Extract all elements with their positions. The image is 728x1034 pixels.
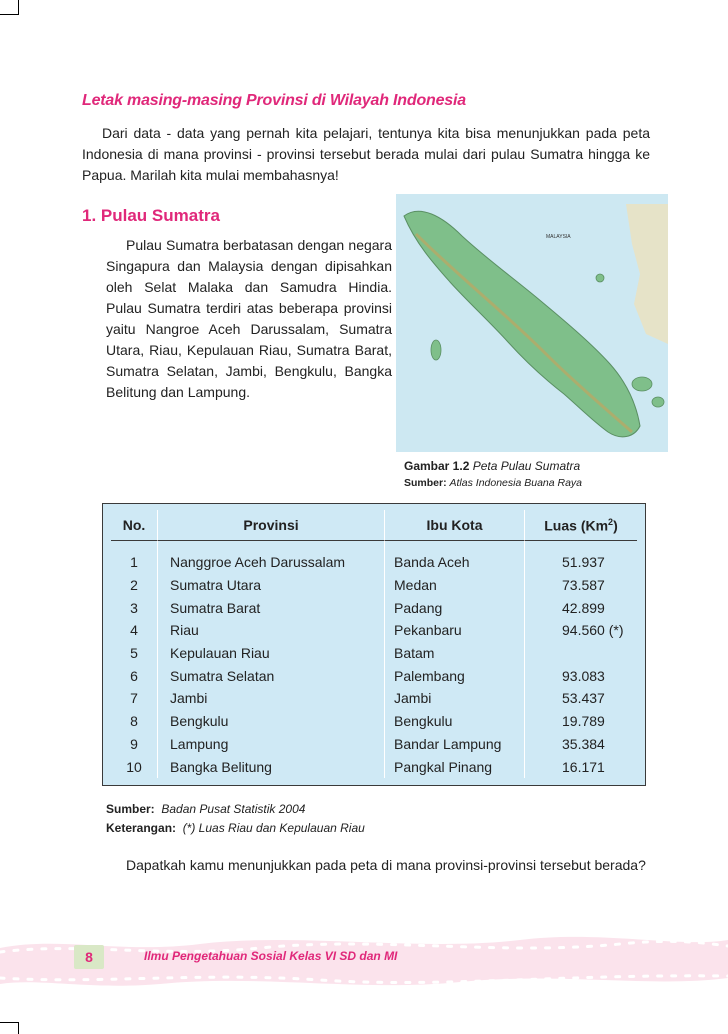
map-riau-island: [596, 274, 604, 282]
footer-book-title: Ilmu Pengetahuan Sosial Kelas VI SD dan MI: [144, 949, 398, 963]
cell-no: 10: [111, 755, 158, 778]
cell-luas: 19.789: [562, 713, 605, 730]
cell-ibukota: Palembang: [385, 664, 525, 687]
map-belitung-island: [652, 397, 664, 407]
province-table: [111, 510, 637, 778]
cell-provinsi: Kepulauan Riau: [158, 642, 385, 665]
cell-no: 6: [111, 664, 158, 687]
table-remark: [106, 819, 365, 838]
cell-provinsi: Bangka Belitung: [158, 755, 385, 778]
table-row: [111, 733, 637, 756]
table-row: [111, 710, 637, 733]
cell-provinsi: Lampung: [158, 733, 385, 756]
cell-ibukota: Jambi: [385, 687, 525, 710]
table-source-text: Badan Pusat Statistik 2004: [161, 802, 306, 816]
header-luas: [525, 510, 637, 541]
header-provinsi: Provinsi: [158, 510, 385, 541]
header-luas-sup: 2: [608, 516, 614, 527]
cell-provinsi: Riau: [158, 619, 385, 642]
table-row: [111, 574, 637, 597]
table-row: [111, 687, 637, 710]
crop-mark-bottom: [0, 1022, 19, 1034]
cell-no: 8: [111, 710, 158, 733]
map-bangka-island: [632, 377, 652, 391]
cell-luas: 73.587: [562, 577, 605, 594]
table-row: [111, 664, 637, 687]
table-remark-text: (*) Luas Riau dan Kepulauan Riau: [182, 821, 365, 835]
cell-ibukota: Banda Aceh: [385, 541, 525, 574]
table-notes: [106, 800, 365, 838]
sumatra-map: [396, 194, 668, 452]
table-row: [111, 541, 637, 574]
section-heading: 1. Pulau Sumatra: [82, 206, 220, 225]
map-mentawai-island: [431, 340, 441, 360]
cell-luas: 51.937: [562, 554, 605, 571]
table-row: [111, 642, 637, 665]
cell-luas: 93.083: [562, 667, 605, 684]
cell-ibukota: Pangkal Pinang: [385, 755, 525, 778]
cell-provinsi: Bengkulu: [158, 710, 385, 733]
cell-provinsi: Nanggroe Aceh Darussalam: [158, 541, 385, 574]
page-number: 8: [74, 945, 104, 969]
caption-source-label: Sumber:: [404, 477, 447, 489]
cell-provinsi: Jambi: [158, 687, 385, 710]
cell-no: 9: [111, 733, 158, 756]
cell-ibukota: Bandar Lampung: [385, 733, 525, 756]
page-heading: Letak masing-masing Provinsi di Wilayah Indonesia: [82, 92, 466, 109]
cell-ibukota: Bengkulu: [385, 710, 525, 733]
cell-no: 2: [111, 574, 158, 597]
cell-provinsi: Sumatra Barat: [158, 596, 385, 619]
caption-text: Peta Pulau Sumatra: [472, 459, 581, 473]
table-row: [111, 755, 637, 778]
cell-no: 7: [111, 687, 158, 710]
cell-no: 3: [111, 596, 158, 619]
cell-ibukota: Padang: [385, 596, 525, 619]
cell-luas: 35.384: [562, 735, 605, 752]
cell-no: 1: [111, 541, 158, 574]
table-header-row: [111, 510, 637, 541]
cell-provinsi: Sumatra Utara: [158, 574, 385, 597]
cell-luas: [525, 642, 637, 665]
figure-caption: [404, 458, 582, 492]
cell-no: 5: [111, 642, 158, 665]
section-paragraph: Pulau Sumatra berbatasan dengan negara Singapura dan Malaysia dengan dipisahkan oleh Selat Malaka dan Samudra Hindia. Pulau Sumatra terdiri atas beberapa provinsi yaitu Nangroe Aceh Darussalam, Sumatra Utara, Riau, Kepulauan Riau, Sumatra Barat, Sumatra Selatan, Jambi, Bengkulu, Bangka Belitung dan Lampung.: [106, 237, 392, 400]
cell-luas: 42.899: [562, 599, 605, 616]
cell-luas: 53.437: [562, 690, 605, 707]
question-paragraph: Dapatkah kamu menunjukkan pada peta di mana provinsi-provinsi tersebut berada?: [126, 857, 646, 873]
intro-paragraph: Dari data - data yang pernah kita pelajari, tentunya kita bisa menunjukkan pada peta Indonesia di mana provinsi - provinsi tersebut berada mulai dari pulau Sumatra hingga ke Papua. Marilah kita mulai membahasnya!: [82, 125, 650, 183]
cell-provinsi: Sumatra Selatan: [158, 664, 385, 687]
cell-ibukota: Medan: [385, 574, 525, 597]
header-no: No.: [111, 510, 158, 541]
map-label-malaysia: MALAYSIA: [546, 234, 571, 240]
crop-mark-top: [0, 0, 19, 15]
header-luas-suffix: ): [613, 517, 618, 534]
table-source-label: Sumber:: [106, 802, 155, 816]
header-luas-prefix: Luas (Km: [544, 517, 609, 534]
province-table-box: [102, 503, 646, 786]
cell-no: 4: [111, 619, 158, 642]
table-remark-label: Keterangan:: [106, 821, 177, 835]
caption-source-text: Atlas Indonesia Buana Raya: [449, 477, 583, 489]
cell-ibukota: Pekanbaru: [385, 619, 525, 642]
cell-luas: 94.560 (*): [562, 622, 624, 639]
cell-ibukota: Batam: [385, 642, 525, 665]
table-row: [111, 596, 637, 619]
cell-luas: 16.171: [562, 758, 605, 775]
caption-label: Gambar 1.2: [404, 459, 470, 473]
table-row: [111, 619, 637, 642]
table-source: [106, 800, 365, 819]
header-ibukota: Ibu Kota: [385, 510, 525, 541]
